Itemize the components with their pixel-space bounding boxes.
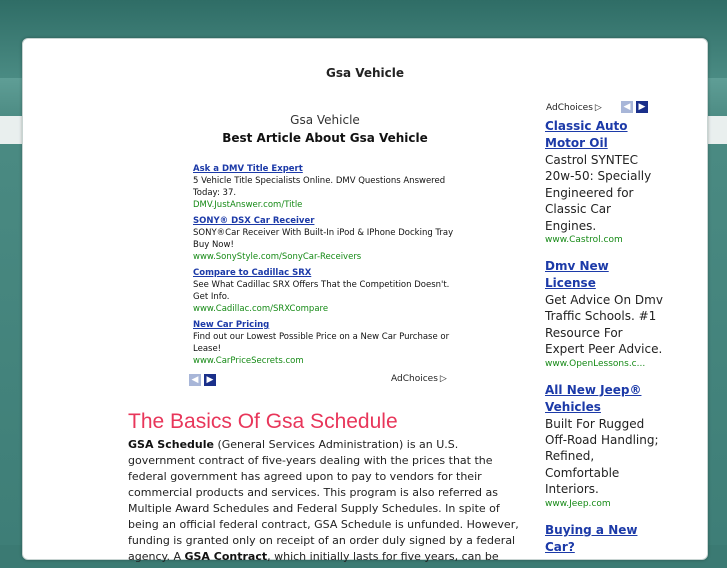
- section-heading: Gsa Vehicle: [290, 113, 360, 127]
- ad-title-link[interactable]: SONY® DSX Car Receiver: [193, 216, 315, 226]
- sidebar-ad-title-link[interactable]: Dmv New License: [545, 259, 609, 291]
- term-gsa-contract: GSA Contract: [184, 550, 268, 563]
- ad-item: [193, 267, 461, 315]
- sidebar-ad-description: Get Advice On Dmv Traffic Schools. #1 Resource For Expert Peer Advice.: [545, 293, 663, 357]
- adchoices-icon: ▷: [439, 374, 447, 384]
- ad-list: [193, 163, 461, 371]
- ad-description: 5 Vehicle Title Specialists Online. DMV Questions Answered Today: 37.: [193, 176, 446, 198]
- next-arrow-icon[interactable]: ▶: [204, 374, 216, 386]
- sidebar-ad-description: Built For Rugged Off-Road Handling; Refined, Comfortable Interiors.: [545, 416, 659, 497]
- sidebar-ad-item: [545, 522, 663, 556]
- adchoices-link[interactable]: [391, 374, 447, 384]
- sidebar-adchoices-link[interactable]: [546, 103, 602, 113]
- article-text: , which initially lasts for five years, can be: [267, 550, 499, 563]
- ad-url[interactable]: DMV.JustAnswer.com/Title: [193, 200, 303, 210]
- ad-title-link[interactable]: Compare to Cadillac SRX: [193, 268, 312, 278]
- article-title: The Basics Of Gsa Schedule: [128, 410, 398, 433]
- sidebar-ad-nav: [621, 101, 648, 113]
- sidebar-ad-title-link[interactable]: Classic Auto Motor Oil: [545, 119, 628, 150]
- ad-url[interactable]: www.CarPriceSecrets.com: [193, 356, 304, 366]
- ad-description: SONY®Car Receiver With Built-In iPod & IPhone Docking Tray Buy Now!: [193, 228, 454, 250]
- ad-nav: [189, 374, 216, 386]
- adchoices-icon: ▷: [594, 103, 602, 113]
- ad-item: [193, 215, 461, 263]
- ad-item: [193, 319, 461, 367]
- adchoices-label: AdChoices: [546, 103, 593, 113]
- sidebar-ad-url[interactable]: www.Jeep.com: [545, 498, 611, 509]
- content-panel: [22, 38, 708, 563]
- ad-url[interactable]: www.SonyStyle.com/SonyCar-Receivers: [193, 252, 362, 262]
- ad-url[interactable]: www.Cadillac.com/SRXCompare: [193, 304, 329, 314]
- section-subheading: Best Article About Gsa Vehicle: [222, 131, 428, 145]
- ad-title-link[interactable]: Ask a DMV Title Expert: [193, 164, 303, 174]
- sidebar-ad-description: Castrol SYNTEC 20w-50: Specially Engineered for Classic Car Engines.: [545, 153, 652, 233]
- sidebar-ad-title-link[interactable]: Buying a New Car?: [545, 522, 638, 554]
- adchoices-label: AdChoices: [391, 374, 438, 384]
- next-arrow-icon[interactable]: ▶: [636, 101, 648, 113]
- ad-title-link[interactable]: New Car Pricing: [193, 320, 270, 330]
- ad-item: [193, 163, 461, 211]
- sidebar-ad-title-link[interactable]: All New Jeep® Vehicles: [545, 382, 642, 414]
- ad-description: Find out our Lowest Possible Price on a New Car Purchase or Lease!: [193, 332, 450, 354]
- ad-description: See What Cadillac SRX Offers That the Competition Doesn't. Get Info.: [193, 280, 450, 302]
- sidebar-ad-url[interactable]: www.Castrol.com: [545, 235, 623, 246]
- prev-arrow-icon[interactable]: ◀: [189, 374, 201, 386]
- sidebar-ad-item: [545, 382, 663, 510]
- sidebar-ads: [545, 118, 663, 568]
- prev-arrow-icon[interactable]: ◀: [621, 101, 633, 113]
- page-title: Gsa Vehicle: [325, 66, 405, 80]
- term-gsa-schedule: GSA Schedule: [128, 438, 214, 451]
- article-body: [128, 437, 520, 565]
- sidebar-ad-item: [545, 258, 663, 370]
- sidebar-ad-item: [545, 118, 663, 246]
- sidebar-ad-url[interactable]: www.OpenLessons.c...: [545, 358, 646, 369]
- article-text: (General Services Administration) is an U.S. government contract of five-years dealing with the prices that the federal government has agreed upon to pay to vendors for their commercial products and services. This program is also referred as Multiple Award Schedules and Federal Supply Schedules. In spite of being an official federal contract, GSA Schedule is unfunded. However, funding is granted only on receipt of an order duly signed by a federal agency. A: [128, 438, 519, 563]
